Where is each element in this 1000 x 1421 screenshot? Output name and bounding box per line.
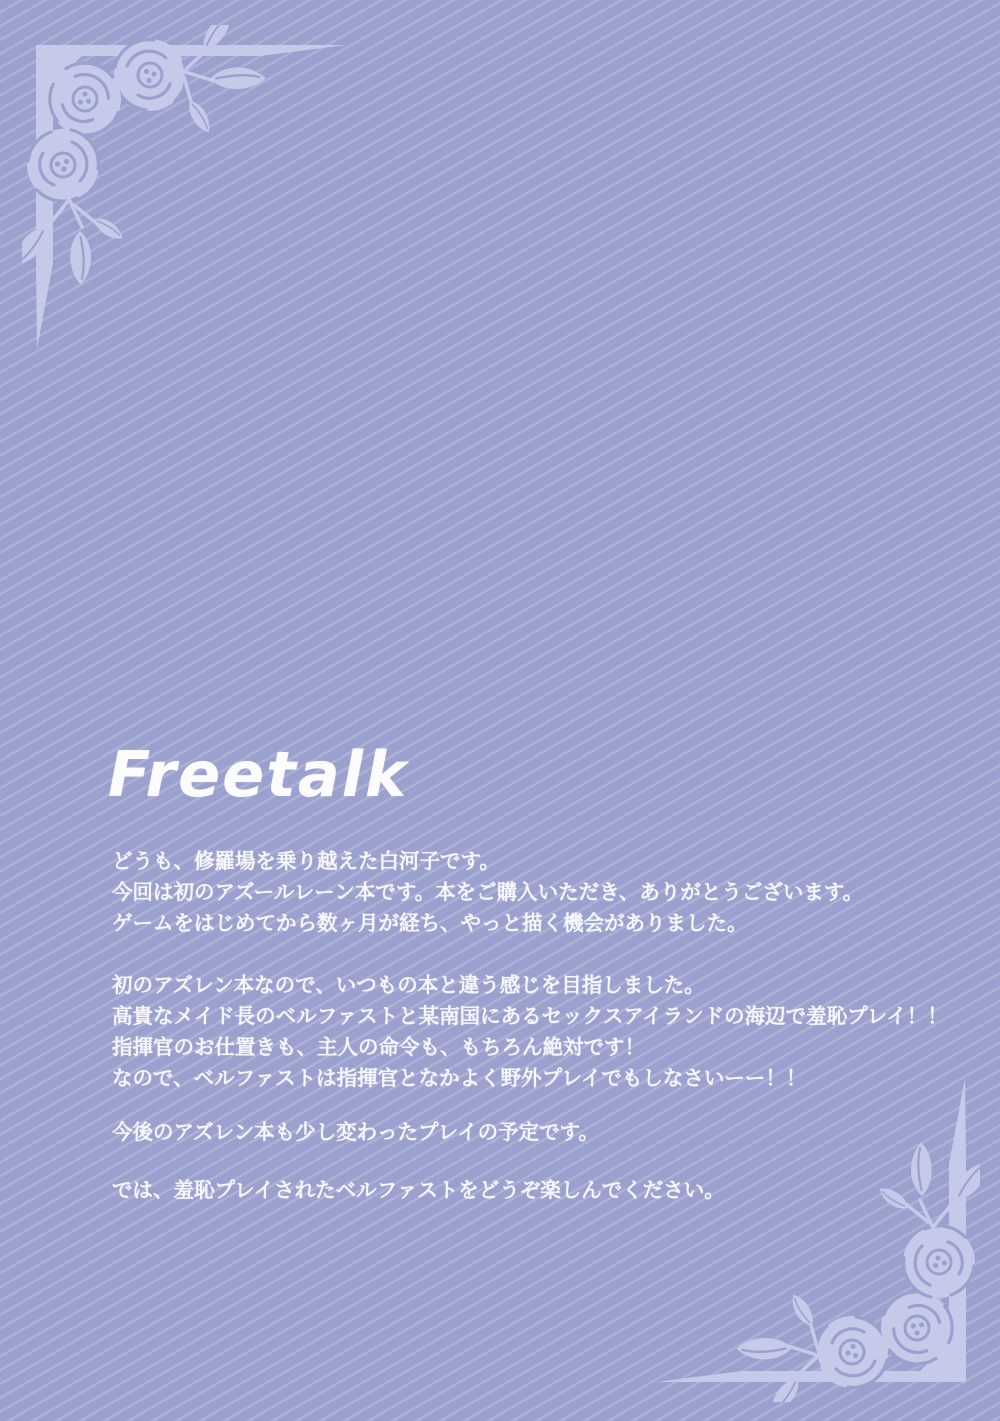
afterword-text <box>112 846 962 1206</box>
paragraph-book-concept <box>112 970 962 1094</box>
paragraph-closing <box>112 1175 962 1206</box>
paragraph-greeting <box>112 846 962 939</box>
paragraph-future-plans <box>112 1117 962 1148</box>
text-line: どうも、修羅場を乗り越えた白河子です。 <box>112 849 500 873</box>
text-line: 高貴なメイド長のベルファストと某南国にあるセックスアイランドの海辺で羞恥プレイ！！ <box>112 1004 948 1028</box>
rose-corner-ornament-top-left <box>22 25 352 355</box>
text-line: では、羞恥プレイされたベルファストをどうぞ楽しんでください。 <box>112 1178 725 1202</box>
text-line: なので、ベルファストは指揮官となかよく野外プレイでもしなさいーー！！ <box>112 1066 807 1090</box>
text-line: 今回は初のアズールレーン本です。本をご購入いただき、ありがとうございます。 <box>112 880 864 904</box>
text-line: 初のアズレン本なので、いつもの本と違う感じを目指しました。 <box>112 973 705 997</box>
page-title: Freetalk <box>108 738 409 811</box>
text-line: 今後のアズレン本も少し変わったプレイの予定です。 <box>112 1120 599 1144</box>
text-line: 指揮官のお仕置きも、主人の命令も、もちろん絶対です！ <box>112 1035 645 1059</box>
text-line: ゲームをはじめてから数ヶ月が経ち、やっと描く機会がありました。 <box>112 911 748 935</box>
